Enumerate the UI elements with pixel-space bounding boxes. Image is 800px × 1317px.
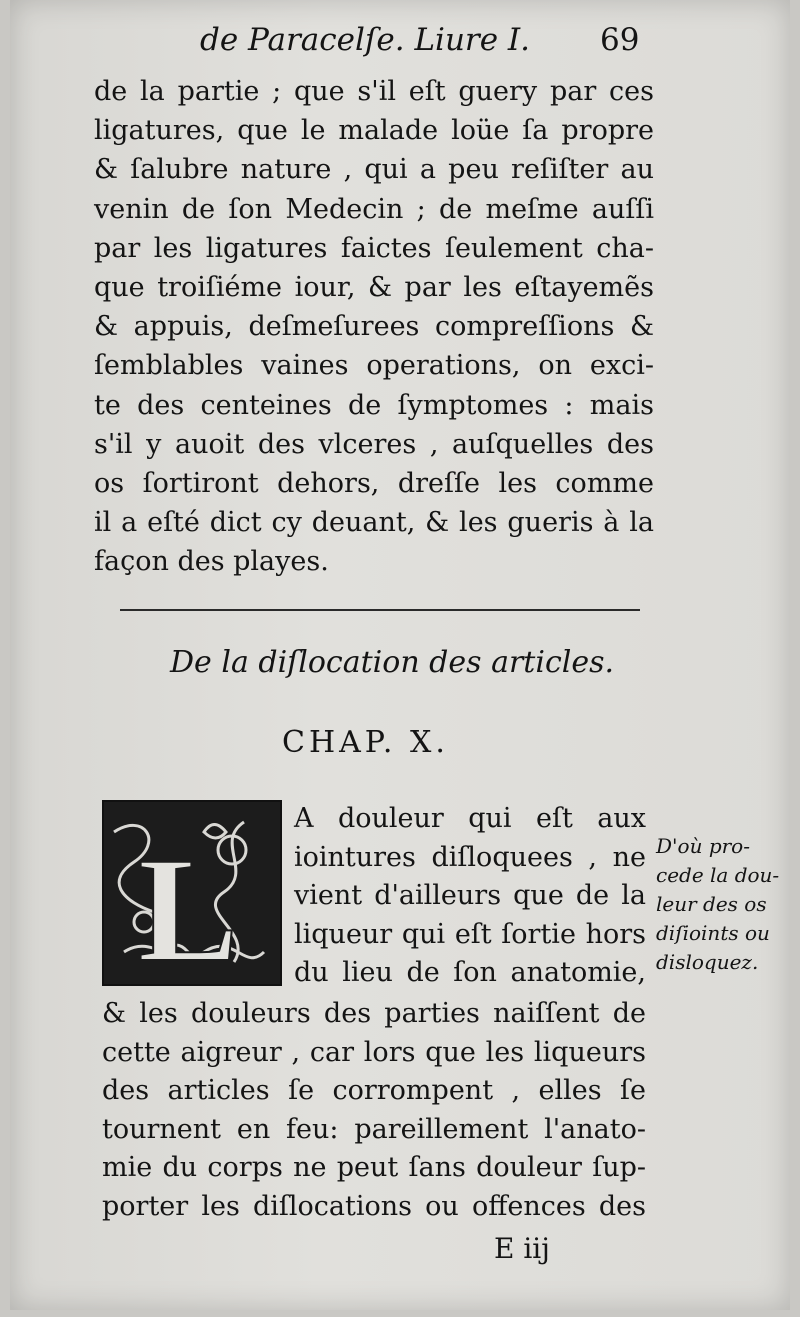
- text-line: que troiſiéme iour, & par les eſtayemẽs: [94, 272, 654, 304]
- text-line: liqueur qui eſt ſortie hors: [294, 918, 646, 950]
- text-line: cette aigreur , car lors que les liqueurs: [102, 1036, 646, 1068]
- chapter-title: De la diſlocation des articles.: [170, 645, 615, 680]
- text-line: iointures diſloquees , ne: [294, 841, 646, 873]
- text-line: façon des playes.: [94, 546, 329, 578]
- text-line: des articles ſe corrompent , elles ſe: [102, 1075, 646, 1106]
- text-line: s'il y auoit des vlceres , auſquelles des: [94, 428, 654, 460]
- chapter-text-beside-initial: [294, 800, 646, 993]
- chapter-text-full-width: [102, 995, 646, 1226]
- page-number: 69: [600, 22, 640, 58]
- marginal-line: diſioints ou: [656, 921, 770, 945]
- text-line: de la partie ; que s'il eſt guery par ces: [94, 76, 654, 107]
- text-line: A douleur qui eſt aux: [294, 803, 646, 834]
- text-line: te des centeines de ſymptomes : mais: [94, 389, 654, 421]
- decorated-initial: [102, 800, 282, 986]
- top-paragraph: [94, 72, 654, 582]
- text-line: & appuis, deſmeſurees compreſſions &: [94, 311, 654, 343]
- text-line: & les douleurs des parties naiſſent de: [102, 998, 646, 1029]
- text-line: os ſortiront dehors, dreſſe les comme: [94, 468, 654, 500]
- marginal-line: cede la dou-: [656, 863, 780, 887]
- marginal-note: [656, 832, 786, 977]
- text-line: vient d'ailleurs que de la: [294, 880, 646, 911]
- text-line: & ſalubre nature , qui a peu reſiſter au: [94, 154, 654, 186]
- running-title: de Paracelſe. Liure I.: [200, 22, 531, 58]
- marginal-line: leur des os: [656, 892, 767, 916]
- marginal-line: disloquez.: [656, 950, 759, 974]
- text-line: mie du corps ne peut ſans douleur ſup-: [102, 1152, 646, 1183]
- section-rule: [120, 609, 640, 611]
- text-line: du lieu de ſon anatomie,: [294, 957, 646, 988]
- text-line: il a eſté dict cy deuant, & les gueris à la: [94, 507, 654, 539]
- marginal-line: D'où pro-: [656, 834, 750, 858]
- text-line: par les ligatures faictes ſeulement cha-: [94, 232, 654, 264]
- signature-mark: E iij: [494, 1232, 550, 1265]
- text-line: ligatures, que le malade loüe ſa propre: [94, 115, 654, 147]
- text-line: porter les diſlocations ou offences des: [102, 1190, 646, 1222]
- book-page: [10, 0, 790, 1310]
- text-line: tournent en feu: pareillement l'anato-: [102, 1113, 646, 1145]
- svg-text:L: L: [138, 827, 239, 984]
- floral-ornament-icon: [104, 802, 280, 984]
- text-line: venin de ſon Medecin ; de meſme auſſi: [94, 193, 654, 225]
- chapter-number: CHAP. X.: [282, 725, 449, 760]
- text-line: ſemblables vaines operations, on exci-: [94, 350, 654, 382]
